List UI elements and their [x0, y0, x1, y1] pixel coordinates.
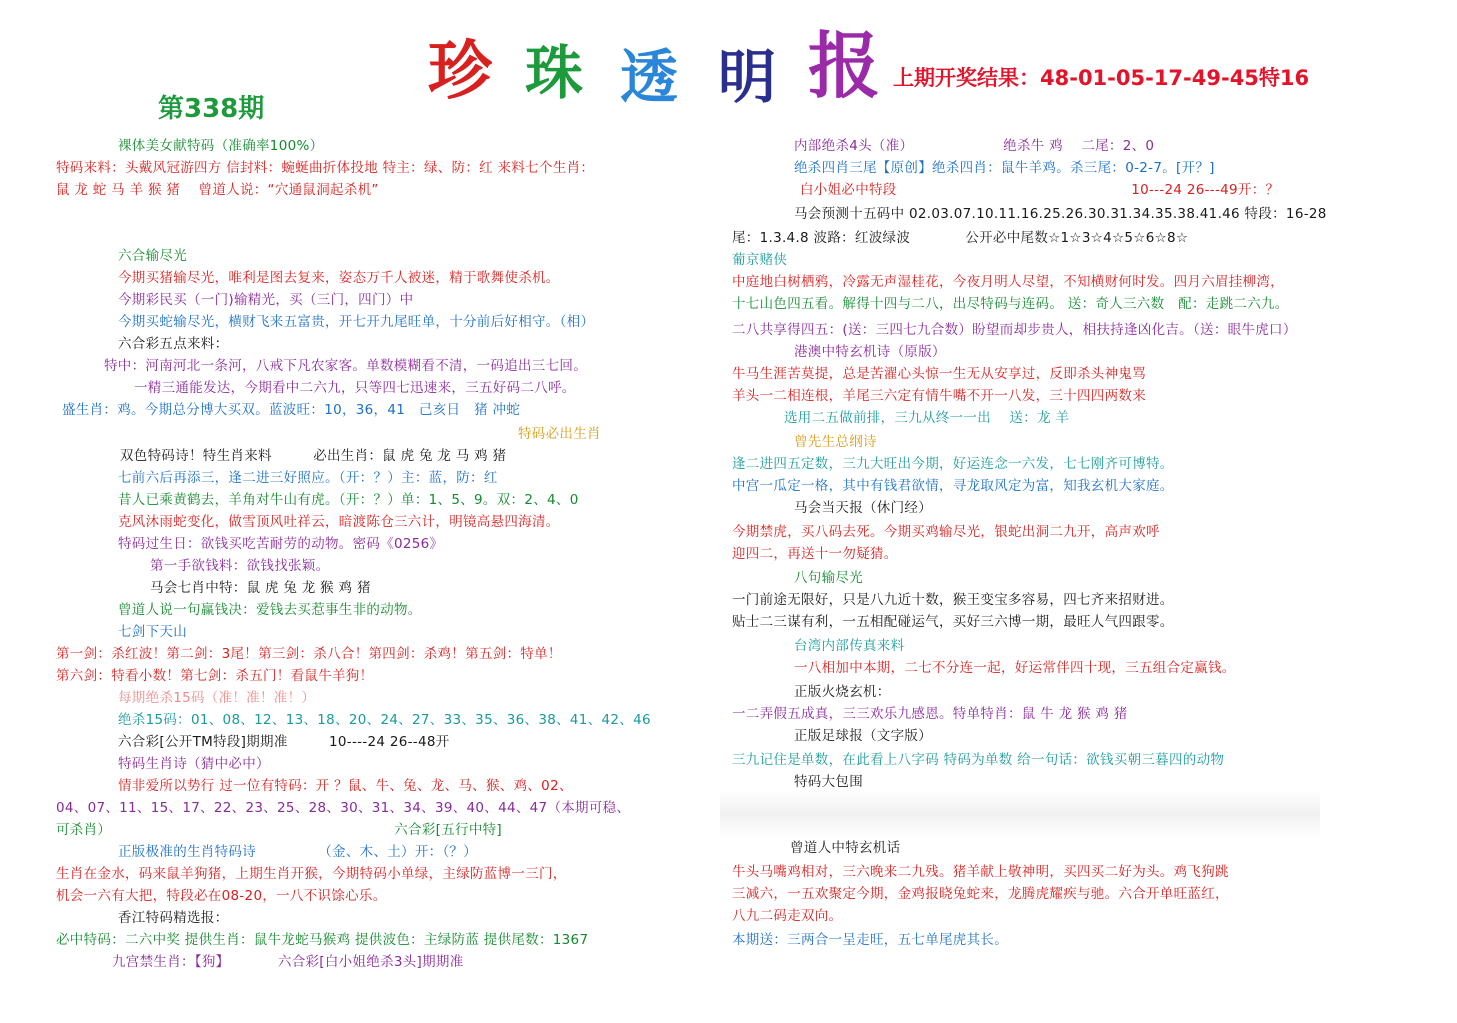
right-line: 正版足球报（文字版） — [794, 728, 932, 744]
left-line: 六合彩[公开TM特段]期期准 10----24 26--48开 — [118, 734, 450, 750]
right-line: 迎四二，再送十一勿疑猜。 — [732, 546, 898, 562]
right-line: 三九记住是单数，在此看上八字码 特码为单数 给一句话：欲钱买朝三暮四的动物 — [732, 752, 1225, 768]
right-line: 内部绝杀4头（准） 绝杀牛 鸡 二尾：2、0 — [794, 138, 1155, 154]
left-line: 九宫禁生肖：【狗】 六合彩[白小姐绝杀3头]期期准 — [112, 954, 464, 970]
left-line: 曾道人说一句赢钱决：爱钱去买惹事生非的动物。 — [118, 602, 422, 618]
right-line: 白小姐必中特段 10---24 26---49开：？ — [800, 182, 1280, 198]
right-line: 台湾内部传真来料 — [794, 638, 905, 654]
right-line: 贴士二三谋有利，一五相配碰运气，买好三六博一期，最旺人气四跟零。 — [732, 614, 1174, 630]
title-char-5: 报 — [808, 23, 881, 108]
left-line: 一精三通能发达，今期看中二六九，只等四七迅速来，三五好码二八呼。 — [134, 380, 576, 396]
left-line: 鼠 龙 蛇 马 羊 猴 猪 曾道人说：“穴通鼠洞起杀机” — [56, 182, 379, 198]
issue-number: 第338期 — [158, 94, 265, 124]
right-line: 特码大包围 — [794, 774, 863, 790]
left-line: 必中特码：二六中奖 提供生肖：鼠牛龙蛇马猴鸡 提供波色：主绿防蓝 提供尾数：1367 — [56, 932, 589, 948]
left-line: 六合输尽光 — [118, 248, 187, 264]
left-line: 特码生肖诗（猜中必中） — [118, 756, 270, 772]
right-line: 牛马生涯苦莫提，总是苦濯心头惊一生无从安享过，反即杀头神鬼骂 — [732, 366, 1146, 382]
left-line: 克风沐雨蛇变化，做雪顶风吐祥云，暗渡陈仓三六计，明镜高悬四海清。 — [118, 514, 560, 530]
left-line: 每期绝杀15码（准！准！准！） — [118, 690, 316, 706]
left-line: 六合彩五点来料： — [118, 336, 229, 352]
right-line: 本期送：三两合一呈走旺，五七单尾虎其长。 — [732, 932, 1008, 948]
blank-band — [720, 790, 1320, 838]
left-line: 04、07、11、15、17、22、23、25、28、30、31、34、39、40、44、47（本期可稳、 — [56, 800, 631, 816]
left-line: 特码必出生肖 — [518, 426, 601, 442]
left-line: 盛生肖：鸡。今期总分博大买双。蓝波旺：10，36，41 己亥日 猪 冲蛇 — [62, 402, 521, 418]
title-char-2: 珠 — [525, 39, 584, 107]
left-line: 正版极准的生肖特码诗 （金、木、土）开：（？） — [118, 844, 478, 860]
left-line: 双色特码诗！特生肖来料 必出生肖：鼠 虎 兔 龙 马 鸡 猪 — [120, 448, 507, 464]
right-line: 马会当天报（休门经） — [794, 500, 932, 516]
left-line: 第一剑：杀红波！第二剑：3尾！第三剑：杀八合！第四剑：杀鸡！第五剑：特单！ — [56, 646, 562, 662]
title-char-1: 珍 — [428, 34, 492, 109]
left-line: 今期彩民买（一门)输精光，买（三门，四门）中 — [118, 292, 414, 308]
left-line: 生肖在金水，码来鼠羊狗猪，上期生肖开猴，今期特码小单绿，主绿防蓝博一三门， — [56, 866, 567, 882]
left-line: 可杀肖） 六合彩[五行中特] — [56, 822, 502, 838]
right-line: 马会预测十五码中 02.03.07.10.11.16.25.26.30.31.34.35.38.41.46 特段：16-28 — [794, 206, 1327, 222]
title-char-4: 明 — [718, 43, 777, 111]
right-line: 一八相加中本期，二七不分连一起，好运常伴四十现，三五组合定赢钱。 — [794, 660, 1236, 676]
left-line: 马会七肖中特：鼠 虎 兔 龙 猴 鸡 猪 — [150, 580, 371, 596]
left-line: 昔人已乘黄鹤去，羊角对牛山有虎。（开：？）单：1、5、9。双：2、4、0 — [118, 492, 579, 508]
left-line: 裸体美女献特码（准确率100%） — [118, 138, 324, 154]
left-line: 情非爱所以势行 过一位有特码：开 ？鼠、牛、兔、龙、马、猴、鸡、02、 — [118, 778, 573, 794]
right-line: 一门前途无限好，只是八九近十数，猴王变宝多容易，四七齐来招财进。 — [732, 592, 1174, 608]
right-line: 一二弄假五成真，三三欢乐九感恩。特单特肖：鼠 牛 龙 猴 鸡 猪 — [732, 706, 1128, 722]
right-line: 牛头马嘴鸡相对，三六晚来二九残。猪羊献上敬神明，买四买二好为头。鸡飞狗跳 — [732, 864, 1229, 880]
right-line: 尾：1.3.4.8 波路：红波绿波 公开必中尾数☆1☆3☆4☆5☆6☆8☆ — [732, 230, 1189, 246]
left-line: 第六剑：特看小数！第七剑：杀五门！看鼠牛羊狗！ — [56, 668, 374, 684]
left-line: 第一手欲钱料：欲钱找张颖。 — [150, 558, 330, 574]
title-char-3: 透 — [620, 43, 679, 111]
right-line: 中庭地白树栖鸦，冷露无声湿桂花，今夜月明人尽望，不知横财何时发。四月六眉挂柳湾， — [732, 274, 1284, 290]
left-line: 机会一六有大把，特段必在08-20，一八不识馀心乐。 — [56, 888, 387, 904]
right-line: 八九二码走双向。 — [732, 908, 843, 924]
right-line: 正版火烧玄机： — [794, 684, 891, 700]
right-line: 三减六，一五欢聚定今期，金鸡报晓兔蛇来，龙腾虎耀疾与驰。六合开单旺蓝红， — [732, 886, 1229, 902]
right-line: 曾先生总纲诗 — [794, 434, 877, 450]
left-line: 香江特码精选报： — [118, 910, 229, 926]
left-line: 今期买蛇输尽光，横财飞来五富贵，开七开九尾旺单，十分前后好相守。（相） — [118, 314, 595, 330]
left-line: 特码来料：头戴风冠游四方 信封料：蜿蜒曲折体投地 特主：绿、防：红 来料七个生肖： — [56, 160, 595, 176]
right-line: 港澳中特玄机诗（原版） — [794, 344, 946, 360]
right-line: 八句输尽光 — [794, 570, 863, 586]
right-line: 逢二进四五定数，三九大旺出今期，好运连念一六发，七七刚齐可博特。 — [732, 456, 1174, 472]
right-line: 十七山色四五看。解得十四与二八，出尽特码与连码。 送：奇人三六数 配：走跳二六九。 — [732, 296, 1289, 312]
right-line: 绝杀四肖三尾【原创】绝杀四肖：鼠牛羊鸡。杀三尾：0-2-7。[开？] — [794, 160, 1215, 176]
left-line: 特码过生日：欲钱买吃苦耐劳的动物。密码《0256》 — [118, 536, 444, 552]
left-line: 七前六后再添三，逢二进三好照应。（开：？）主：蓝，防：红 — [118, 470, 498, 486]
left-line: 今期买猪输尽光，唯利是图去复来，姿态万千人被迷，精于歌舞使杀机。 — [118, 270, 560, 286]
right-line: 曾道人中特玄机话 — [790, 840, 901, 856]
right-line: 选用二五做前排，三九从终一一出 送：龙 羊 — [784, 410, 1070, 426]
left-line: 绝杀15码：01、08、12、13、18、20、24、27、33、35、36、38、41、42、46 — [118, 712, 651, 728]
right-line: 今期禁虎，买八码去死。今期买鸡输尽光，银蛇出洞二九开，高声欢呼 — [732, 524, 1160, 540]
right-line: 羊头一二相连根，羊尾三六定有情牛嘴不开一八发，三十四四两数来 — [732, 388, 1146, 404]
right-line: 中宫一瓜定一格，其中有钱君欲情，寻龙取风定为富，知我玄机大家庭。 — [732, 478, 1174, 494]
right-line: 二八共享得四五：(送：三四七九合数）盼望而却步贵人，相扶持逢凶化吉。（送：眼牛虎口） — [732, 322, 1297, 338]
left-line: 七剑下天山 — [118, 624, 187, 640]
right-line: 葡京赌侠 — [732, 252, 788, 268]
last-result: 上期开奖结果：48-01-05-17-49-45特16 — [893, 66, 1310, 90]
left-line: 特中：河南河北一条河，八戒下凡农家客。单数模糊看不清，一码追出三七回。 — [104, 358, 587, 374]
